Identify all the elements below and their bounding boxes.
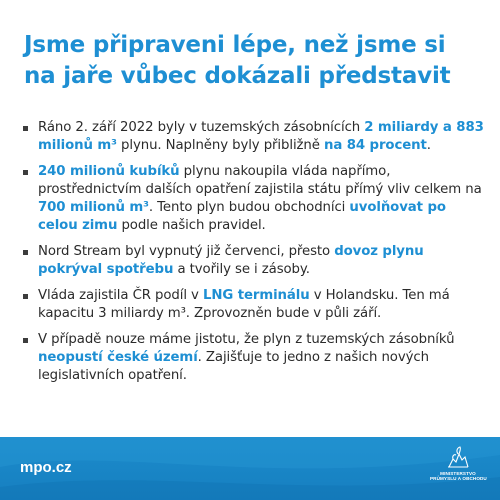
slide-title: Jsme připraveni lépe, než jsme si na jaře vůbec dokázali představit — [24, 32, 451, 89]
lion-emblem-icon — [445, 445, 471, 471]
logo-text-line1: MINISTERSTVO — [440, 471, 476, 476]
logo-text-line2: PRŮMYSLU A OBCHODU — [430, 476, 487, 482]
bullet-text: . Zajišťuje to jedno z našich nových legislativních opatření. — [38, 350, 429, 383]
bullet-item — [22, 287, 484, 323]
bullet-text: plynu. Naplněny byly přibližně — [116, 138, 324, 153]
highlight-text: neopustí české území — [38, 350, 198, 365]
bullet-text: v Holandsku. Ten má kapacitu 3 miliardy m³. Zprovozněn bude v půli září. — [38, 288, 450, 321]
highlight-text: na 84 procent — [323, 138, 427, 153]
bullet-text: Ráno 2. září 2022 byly v tuzemských zásobnících — [38, 120, 365, 135]
bullet-item — [22, 163, 484, 235]
bullet-item — [22, 119, 484, 155]
bullet-text: plynu nakoupila vláda napřímo, prostřednictvím dalších opatření zajistila státu přímý vliv celkem na — [38, 164, 482, 197]
bullet-item — [22, 331, 484, 385]
bullet-text: Nord Stream byl vypnutý již červenci, přesto — [38, 244, 335, 259]
ministry-logo — [430, 445, 486, 495]
bullet-text: V případě nouze máme jistotu, že plyn z tuzemských zásobníků — [38, 332, 455, 347]
highlight-text: 240 milionů kubíků — [38, 164, 180, 179]
bullet-text: Vláda zajistila ČR podíl v — [38, 288, 203, 303]
footer-bar — [0, 437, 500, 500]
footer-wave-decoration — [0, 437, 500, 500]
bullet-text: podle našich pravidel. — [117, 218, 266, 233]
bullet-item — [22, 243, 484, 279]
bullet-text: a tvořily se i zásoby. — [173, 262, 310, 277]
bullet-text: . Tento plyn budou obchodníci — [148, 200, 350, 215]
highlight-text: uvolňovat po celou zimu — [38, 200, 446, 233]
footer-website-link[interactable]: mpo.cz — [20, 459, 72, 476]
highlight-text: 700 milionů m³ — [38, 200, 149, 215]
highlight-text: 2 miliardy a 883 milionů m³ — [38, 120, 484, 153]
bullet-list — [22, 119, 484, 393]
highlight-text: dovoz plynu pokrýval spotřebu — [38, 244, 424, 277]
bullet-text: . — [426, 138, 431, 153]
highlight-text: LNG terminálu — [202, 288, 310, 303]
